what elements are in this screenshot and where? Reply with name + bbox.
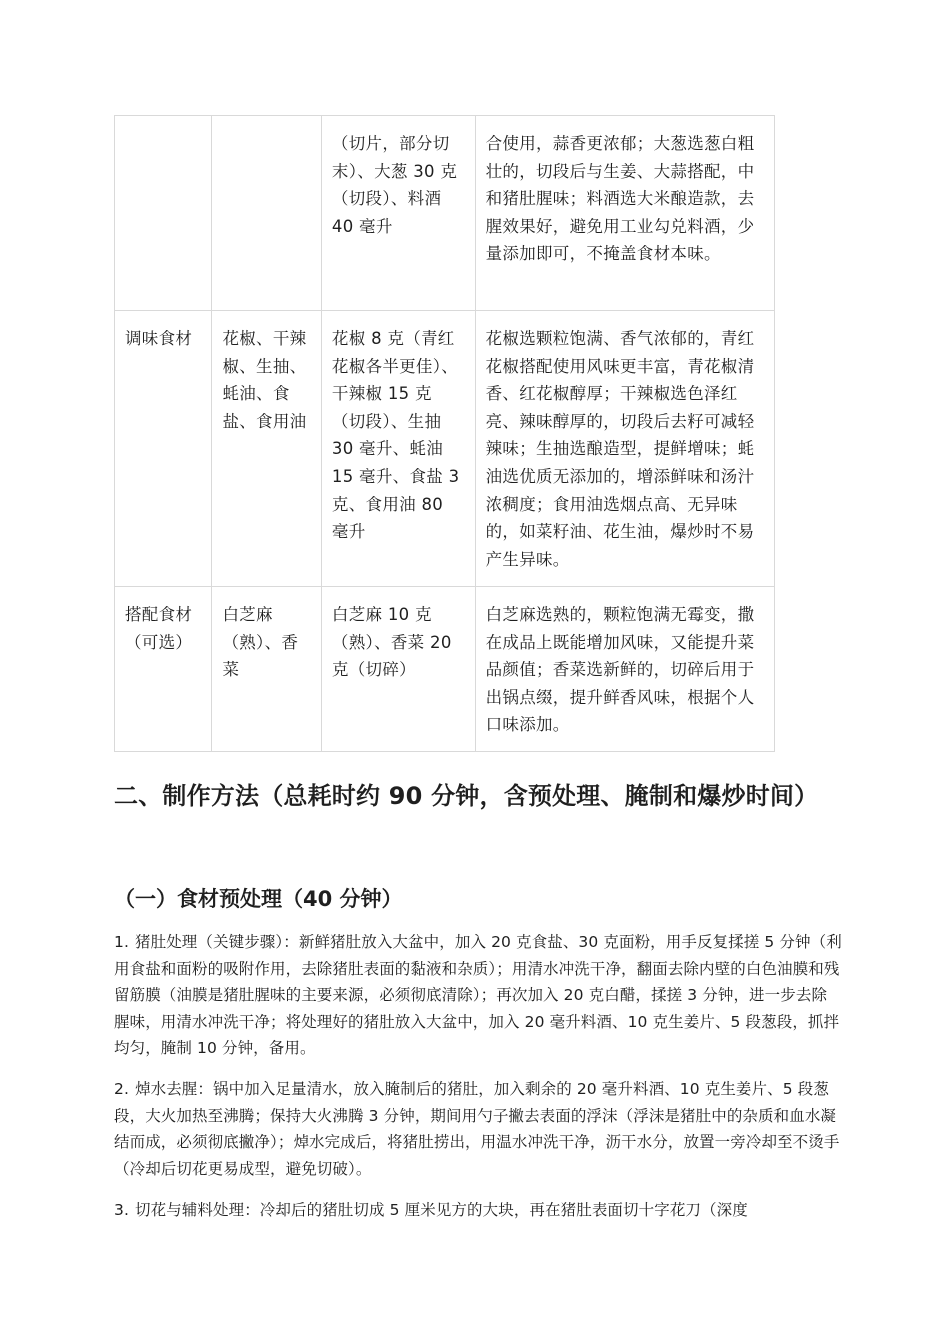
table-row (115, 587, 775, 752)
cell-items: 花椒、干辣椒、生抽、蚝油、食盐、食用油 (212, 311, 321, 587)
step-text: 猪肚处理（关键步骤）：新鲜猪肚放入大盆中，加入 20 克食盐、30 克面粉，用手反复揉搓 5 分钟（利用食盐和面粉的吸附作用，去除猪肚表面的黏液和杂质）；用清水冲洗干净，翻面去除内壁的白色油膜和残留筋膜（油膜是猪肚腥味的主要来源，必须彻底清除）；再次加入 20 克白醋，揉搓 3 分钟，进一步去除腥味，用清水冲洗干净；将处理好的猪肚放入大盆中，加入 20 毫升料酒、10 克生姜片、5 段葱段，抓拌均匀，腌制 10 分钟，备用。 (114, 933, 842, 1057)
ingredients-table (114, 115, 775, 752)
cell-notes: 白芝麻选熟的，颗粒饱满无霉变，撒在成品上既能增加风味，又能提升菜品颜值；香菜选新鲜的，切碎后用于出锅点缀，提升鲜香风味，根据个人口味添加。 (475, 587, 774, 752)
step-paragraph (114, 929, 842, 1062)
subsection-heading: （一）食材预处理（40 分钟） (114, 887, 403, 911)
cell-amount: （切片，部分切末）、大葱 30 克（切段）、料酒 40 毫升 (321, 116, 475, 311)
step-paragraph (114, 1076, 842, 1182)
section-heading: 二、制作方法（总耗时约 90 分钟，含预处理、腌制和爆炒时间） (114, 782, 819, 810)
step-paragraph (114, 1197, 842, 1224)
cell-amount: 白芝麻 10 克（熟）、香菜 20 克（切碎） (321, 587, 475, 752)
cell-items (212, 116, 321, 311)
cell-items: 白芝麻（熟）、香菜 (212, 587, 321, 752)
step-text: 切花与辅料处理：冷却后的猪肚切成 5 厘米见方的大块，再在猪肚表面切十字花刀（深度 (135, 1201, 748, 1219)
cell-category (115, 116, 212, 311)
step-number: 3. (114, 1201, 129, 1219)
cell-notes: 合使用，蒜香更浓郁；大葱选葱白粗壮的，切段后与生姜、大蒜搭配，中和猪肚腥味；料酒选大米酿造款，去腥效果好，避免用工业勾兑料酒，少量添加即可，不掩盖食材本味。 (475, 116, 774, 311)
cell-category: 调味食材 (115, 311, 212, 587)
step-number: 1. (114, 933, 129, 951)
table-row (115, 116, 775, 311)
cell-category: 搭配食材（可选） (115, 587, 212, 752)
table-row (115, 311, 775, 587)
cell-amount: 花椒 8 克（青红花椒各半更佳）、干辣椒 15 克（切段）、生抽 30 毫升、蚝油 15 毫升、食盐 3 克、食用油 80 毫升 (321, 311, 475, 587)
cell-notes: 花椒选颗粒饱满、香气浓郁的，青红花椒搭配使用风味更丰富，青花椒清香、红花椒醇厚；干辣椒选色泽红亮、辣味醇厚的，切段后去籽可减轻辣味；生抽选酿造型，提鲜增味；蚝油选优质无添加的，增添鲜味和汤汁浓稠度；食用油选烟点高、无异味的，如菜籽油、花生油，爆炒时不易产生异味。 (475, 311, 774, 587)
step-text: 焯水去腥：锅中加入足量清水，放入腌制后的猪肚，加入剩余的 20 毫升料酒、10 克生姜片、5 段葱段，大火加热至沸腾；保持大火沸腾 3 分钟，期间用勺子撇去表面的浮沫（浮沫是猪肚中的杂质和血水凝结而成，必须彻底撇净）；焯水完成后，将猪肚捞出，用温水冲洗干净，沥干水分，放置一旁冷却至不烫手（冷却后切花更易成型，避免切破）。 (114, 1080, 840, 1178)
step-number: 2. (114, 1080, 129, 1098)
